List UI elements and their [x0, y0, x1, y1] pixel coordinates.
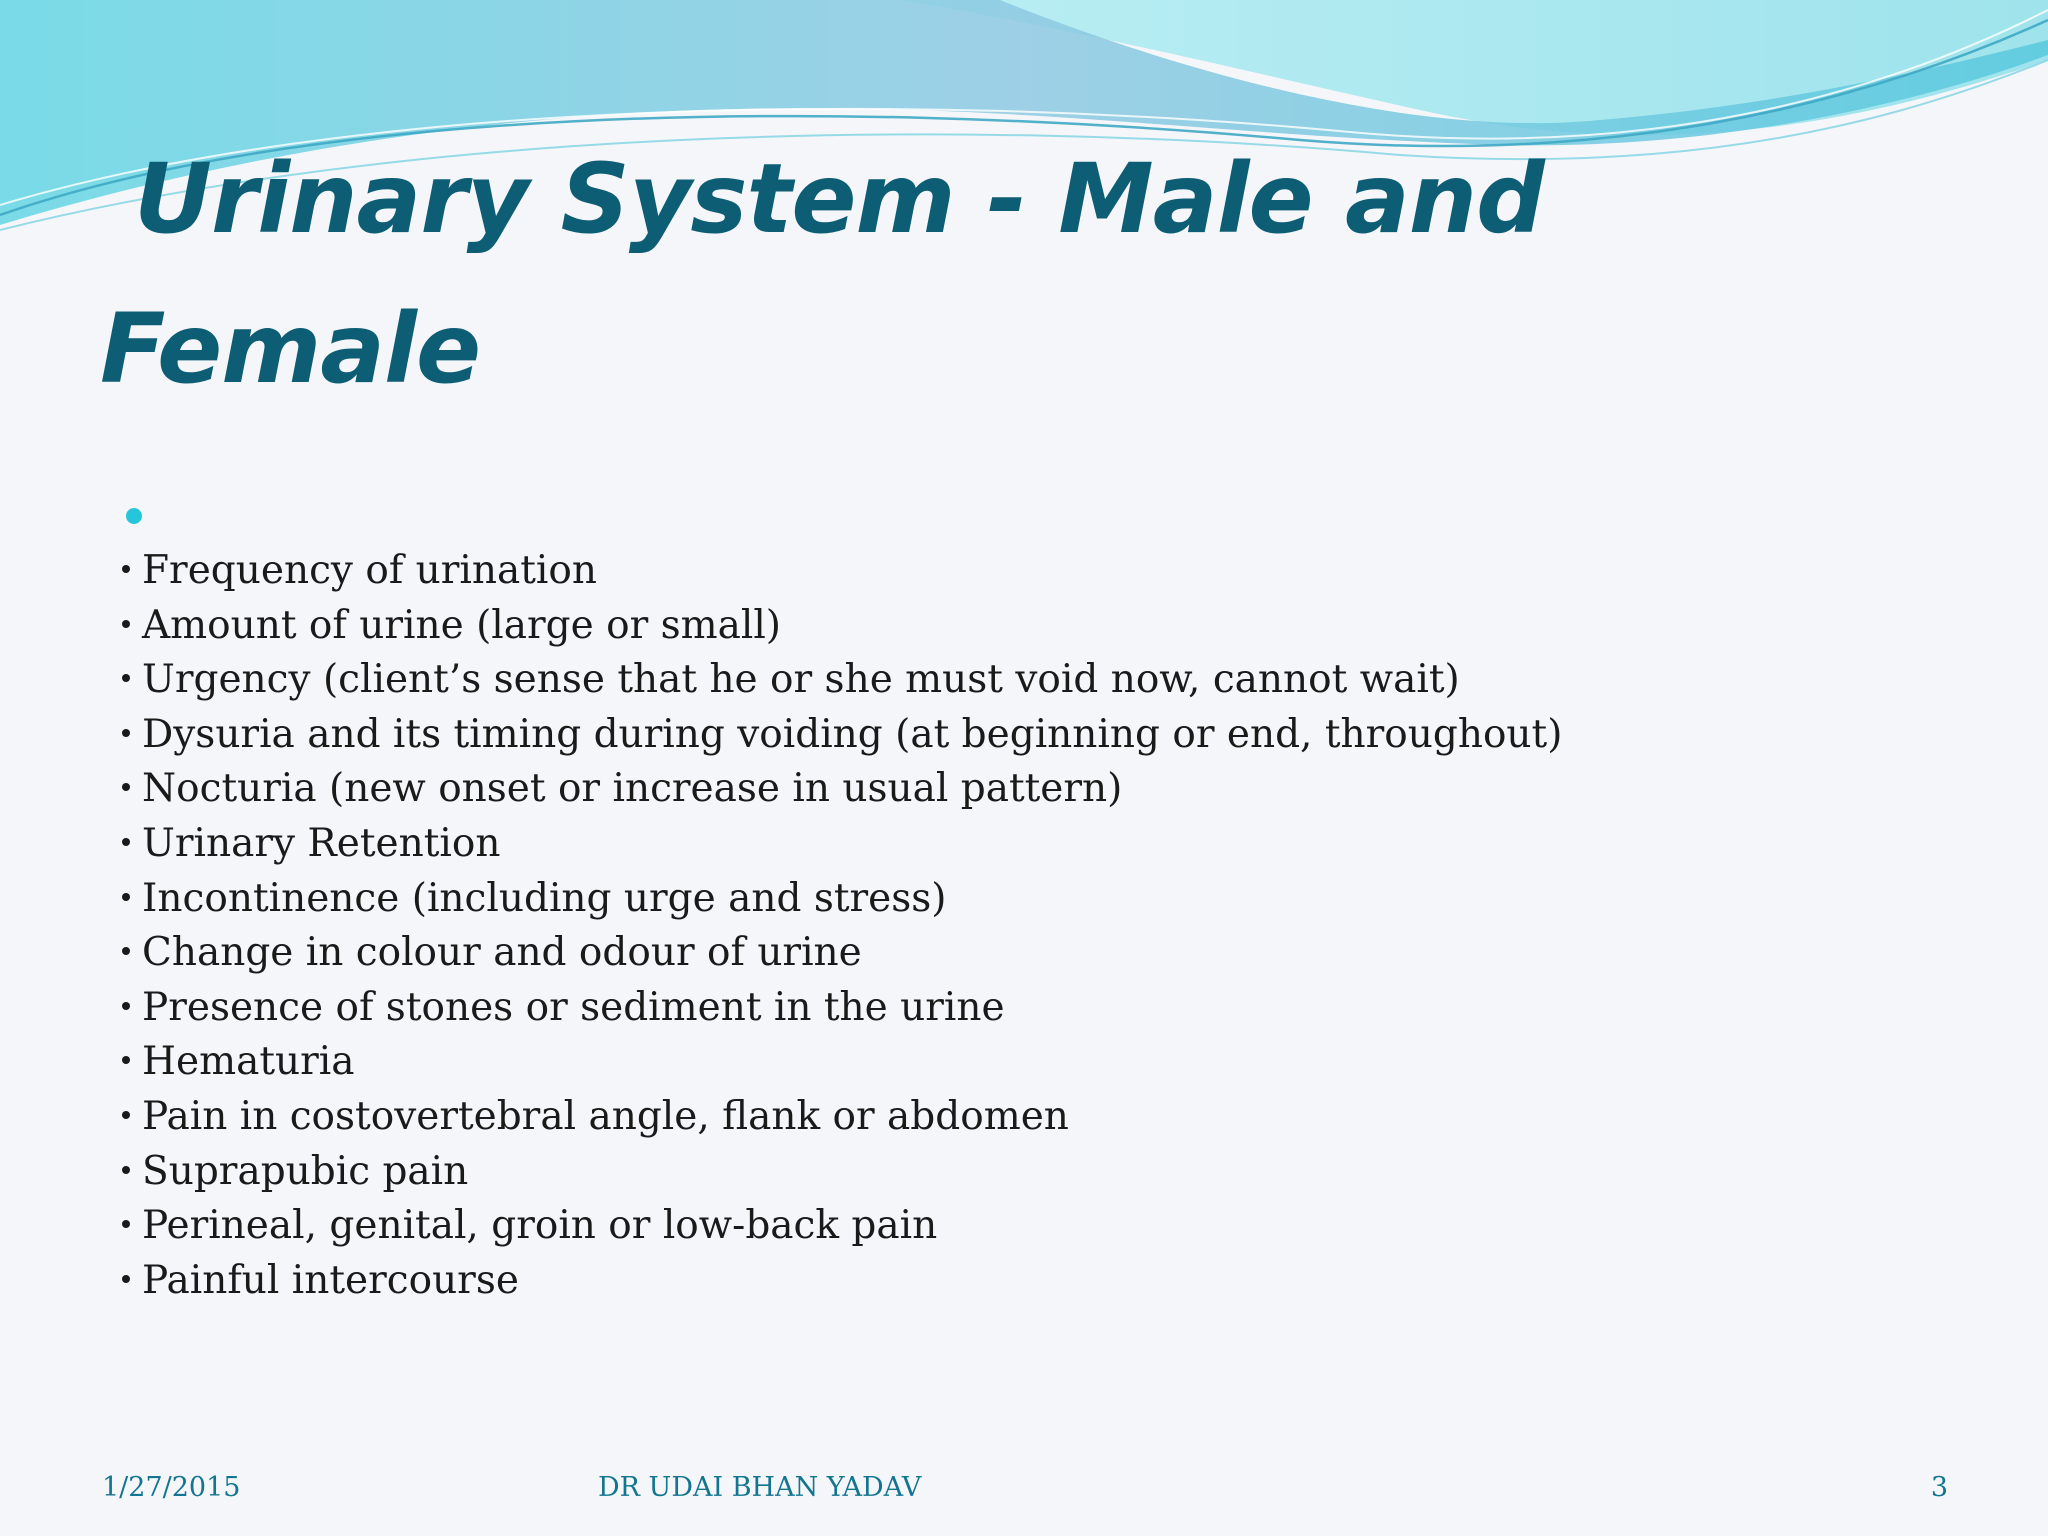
bullet-icon	[122, 1166, 130, 1174]
list-item	[122, 544, 1562, 599]
bullet-icon	[122, 893, 130, 901]
bullet-icon	[122, 565, 130, 573]
empty-bullet-marker	[126, 508, 142, 524]
bullet-icon	[122, 1275, 130, 1283]
list-item-text: Amount of urine (large or small)	[142, 602, 782, 648]
bullet-icon	[122, 729, 130, 737]
list-item-text: Incontinence (including urge and stress)	[142, 875, 947, 921]
list-item-text: Urinary Retention	[142, 820, 501, 866]
slide-title-line-2: Female	[100, 293, 481, 405]
list-item-text: Dysuria and its timing during voiding (at beginning or end, throughout)	[142, 711, 1563, 757]
list-item	[122, 1254, 1562, 1309]
list-item	[122, 926, 1562, 981]
list-item	[122, 817, 1562, 872]
list-item-text: Presence of stones or sediment in the urine	[142, 984, 1005, 1030]
list-item	[122, 872, 1562, 927]
list-item	[122, 1035, 1562, 1090]
bullet-icon	[122, 1111, 130, 1119]
slide-title-line-1: Urinary System - Male and	[134, 143, 1544, 255]
list-item	[122, 1090, 1562, 1145]
symptom-list	[122, 544, 1562, 1308]
list-item	[122, 599, 1562, 654]
list-item-text: Hematuria	[142, 1039, 355, 1085]
footer-date: 1/27/2015	[102, 1472, 241, 1503]
bullet-icon	[122, 620, 130, 628]
footer-author: DR UDAI BHAN YADAV	[598, 1472, 922, 1503]
bullet-icon	[122, 783, 130, 791]
list-item-text: Nocturia (new onset or increase in usual pattern)	[142, 766, 1123, 812]
list-item-text: Suprapubic pain	[142, 1148, 469, 1194]
list-item	[122, 1145, 1562, 1200]
list-item	[122, 708, 1562, 763]
bullet-icon	[122, 1220, 130, 1228]
footer-page-number: 3	[1930, 1472, 1948, 1503]
bullet-icon	[122, 674, 130, 682]
list-item-text: Perineal, genital, groin or low-back pain	[142, 1203, 938, 1249]
bullet-icon	[122, 838, 130, 846]
bullet-icon	[122, 1056, 130, 1064]
list-item-text: Painful intercourse	[142, 1257, 519, 1303]
list-item-text: Pain in costovertebral angle, flank or abdomen	[142, 1093, 1069, 1139]
list-item	[122, 981, 1562, 1036]
list-item-text: Change in colour and odour of urine	[142, 930, 862, 976]
list-item-text: Urgency (client’s sense that he or she must void now, cannot wait)	[142, 657, 1460, 703]
list-item	[122, 762, 1562, 817]
list-item-text: Frequency of urination	[142, 548, 597, 593]
slide-title	[100, 124, 1700, 424]
list-item	[122, 653, 1562, 708]
bullet-icon	[122, 1002, 130, 1010]
list-item	[122, 1199, 1562, 1254]
bullet-icon	[122, 947, 130, 955]
